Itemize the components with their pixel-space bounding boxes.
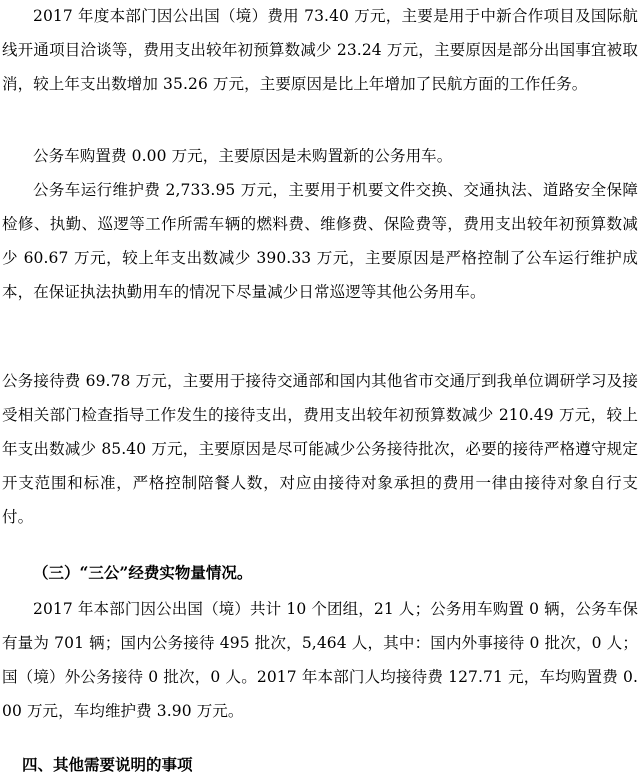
paragraph-physical-quantities: 2017 年本部门因公出国（境）共计 10 个团组，21 人；公务用车购置 0 辆，公务车保有量为 701 辆；国内公务接待 495 批次，5,464 人，其中：国内外事接待 0 批次，0 人；国（境）外公务接待 0 批次，0 人。2017 年本部门人均接待费 127.71 元，车均购置费 0.00 万元，车均维护费 3.90 万元。 (2, 600, 638, 720)
section-4-heading: 四、其他需要说明的事项 (22, 755, 193, 774)
section-3-heading: （三）“三公”经费实物量情况。 (33, 563, 253, 582)
paragraph-vehicle-purchase: 公务车购置费 0.00 万元，主要原因是未购置新的公务用车。 (33, 147, 453, 165)
paragraph-vehicle-maintenance: 公务车运行维护费 2,733.95 万元，主要用于机要文件交换、交通执法、道路安全保障检修、执勤、巡逻等工作所需车辆的燃料费、维修费、保险费等，费用支出较年初预算数减少 60.67 万元，较上年支出数减少 390.33 万元，主要原因是严格控制了公车运行维护成本，在保证执法执勤用车的情况下尽量减少日常巡逻等其他公务用车。 (2, 181, 638, 301)
paragraph-reception: 公务接待费 69.78 万元，主要用于接待交通部和国内其他省市交通厅到我单位调研学习及接受相关部门检查指导工作发生的接待支出，费用支出较年初预算数减少 210.49 万元，较上年支出数减少 85.40 万元，主要原因是尽可能减少公务接待批次，必要的接待严格遵守规定开支范围和标准，严格控制陪餐人数，对应由接待对象承担的费用一律由接待对象自行支付。 (2, 372, 638, 526)
paragraph-travel-abroad: 2017 年度本部门因公出国（境）费用 73.40 万元，主要是用于中新合作项目及国际航线开通项目洽谈等，费用支出较年初预算数减少 23.24 万元，主要原因是部分出国事宜被取消，较上年支出数增加 35.26 万元，主要原因是比上年增加了民航方面的工作任务。 (2, 7, 638, 93)
